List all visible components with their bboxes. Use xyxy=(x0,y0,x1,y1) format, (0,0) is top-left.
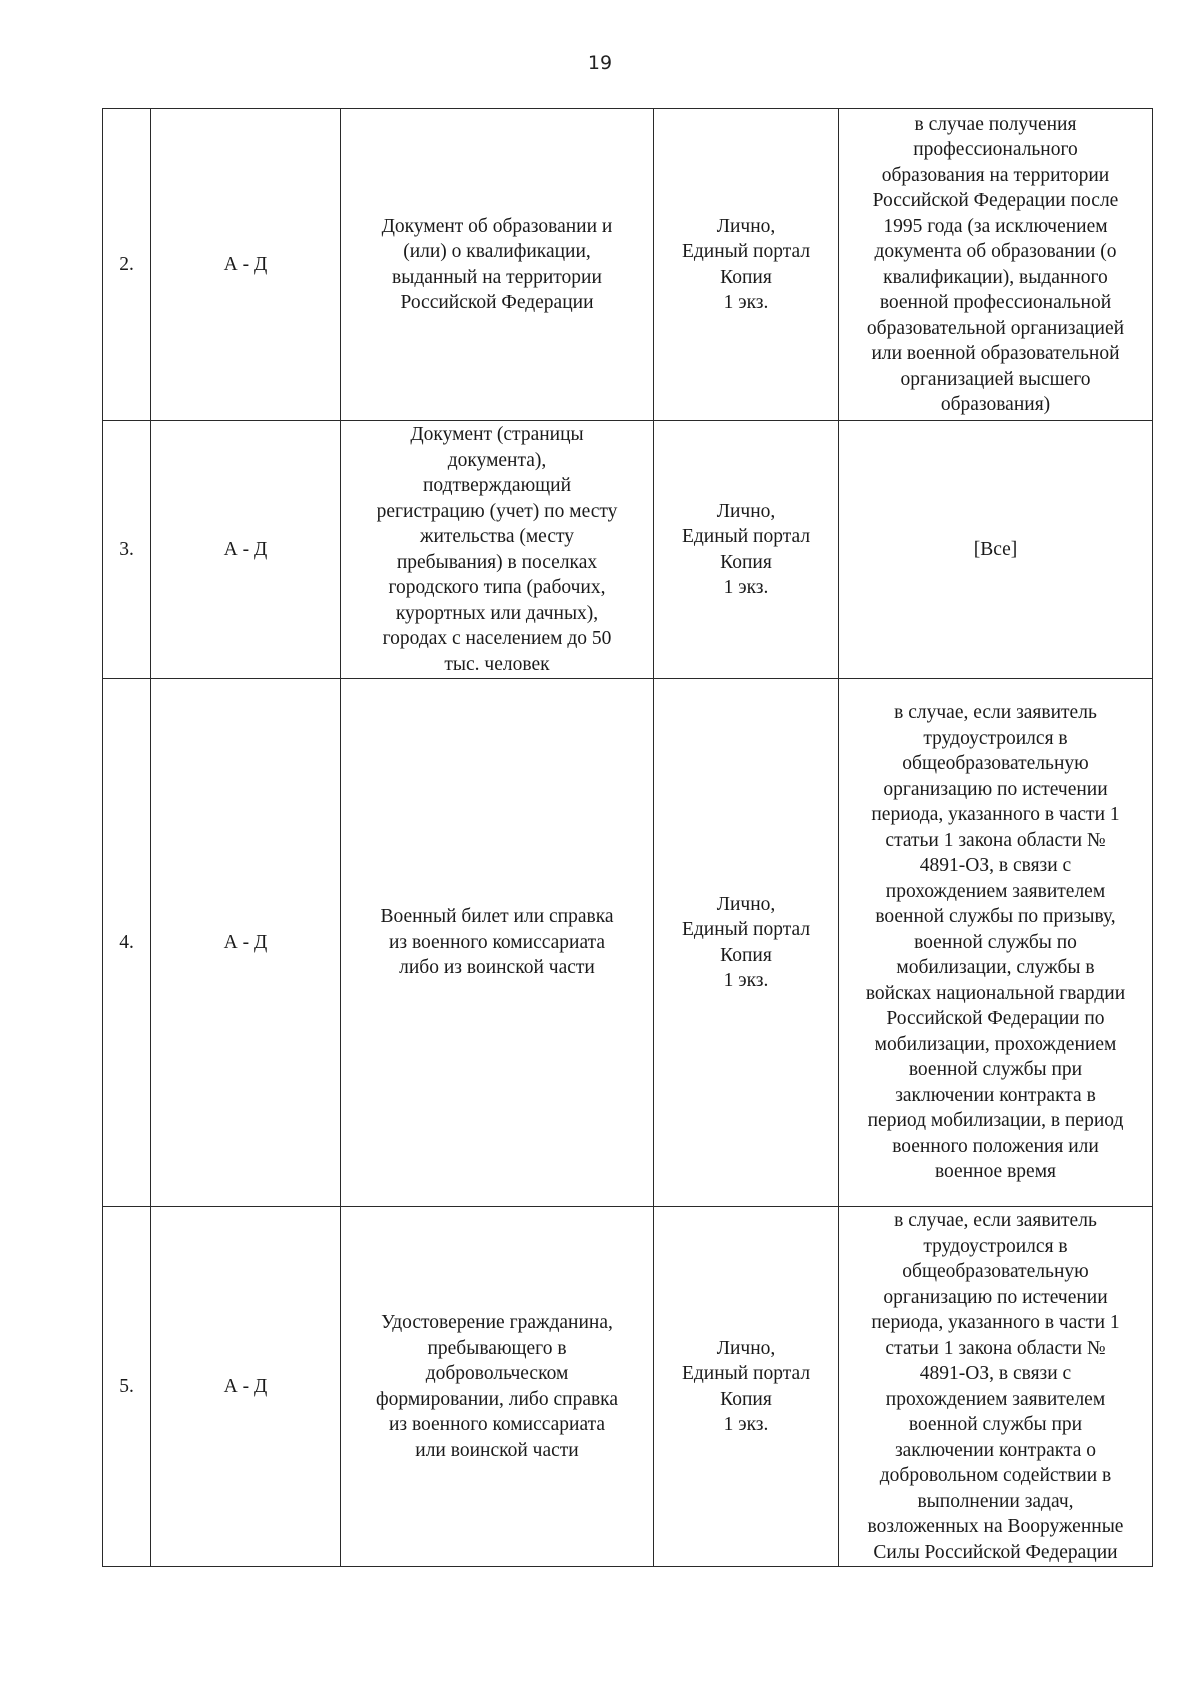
row-number: 3. xyxy=(103,421,151,679)
applicant-category: А - Д xyxy=(151,679,341,1207)
condition-note: в случае, если заявитель трудоустроился в общеобразовательную организацию по истечении периода, указанного в части 1 статьи 1 закона области № 4891-ОЗ, в связи с прохождением заявителем военной службы по призыву, военной службы по мобилизации, службы в войсках национальной гвардии Российской Федерации по мобилизации, прохождением военной службы при заключении контракта в период мобилизации, в период военного положения или военное время xyxy=(839,679,1153,1207)
condition-note: в случае получения профессионального образования на территории Российской Федерации после 1995 года (за исключением документа об образовании (о квалификации), выданного военной профессиональной образовательной организацией или военной образовательной организацией высшего образования) xyxy=(839,109,1153,421)
document-name: Удостоверение гражданина, пребывающего в добровольческом формировании, либо справка из военного комиссариата или воинской части xyxy=(341,1207,654,1567)
row-number: 4. xyxy=(103,679,151,1207)
submission-method: Лично, Единый портал Копия 1 экз. xyxy=(654,1207,839,1567)
condition-note: в случае, если заявитель трудоустроился в общеобразовательную организацию по истечении периода, указанного в части 1 статьи 1 закона области № 4891-ОЗ, в связи с прохождением заявителем военной службы при заключении контракта о добровольном содействии в выполнении задач, возложенных на Вооруженные Силы Российской Федерации xyxy=(839,1207,1153,1567)
table-row xyxy=(103,109,1153,421)
row-number: 5. xyxy=(103,1207,151,1567)
submission-method: Лично, Единый портал Копия 1 экз. xyxy=(654,679,839,1207)
submission-method: Лично, Единый портал Копия 1 экз. xyxy=(654,109,839,421)
applicant-category: А - Д xyxy=(151,1207,341,1567)
document-name: Военный билет или справка из военного комиссариата либо из воинской части xyxy=(341,679,654,1207)
documents-table xyxy=(102,108,1153,1567)
applicant-category: А - Д xyxy=(151,109,341,421)
table-row xyxy=(103,421,1153,679)
document-name: Документ об образовании и (или) о квалификации, выданный на территории Российской Федерации xyxy=(341,109,654,421)
condition-note: [Все] xyxy=(839,421,1153,679)
document-name: Документ (страницы документа), подтверждающий регистрацию (учет) по месту жительства (месту пребывания) в поселках городского типа (рабочих, курортных или дачных), городах с населением до 50 тыс. человек xyxy=(341,421,654,679)
page-number: 19 xyxy=(587,52,613,74)
applicant-category: А - Д xyxy=(151,421,341,679)
table-row xyxy=(103,1207,1153,1567)
row-number: 2. xyxy=(103,109,151,421)
submission-method: Лично, Единый портал Копия 1 экз. xyxy=(654,421,839,679)
table-row xyxy=(103,679,1153,1207)
